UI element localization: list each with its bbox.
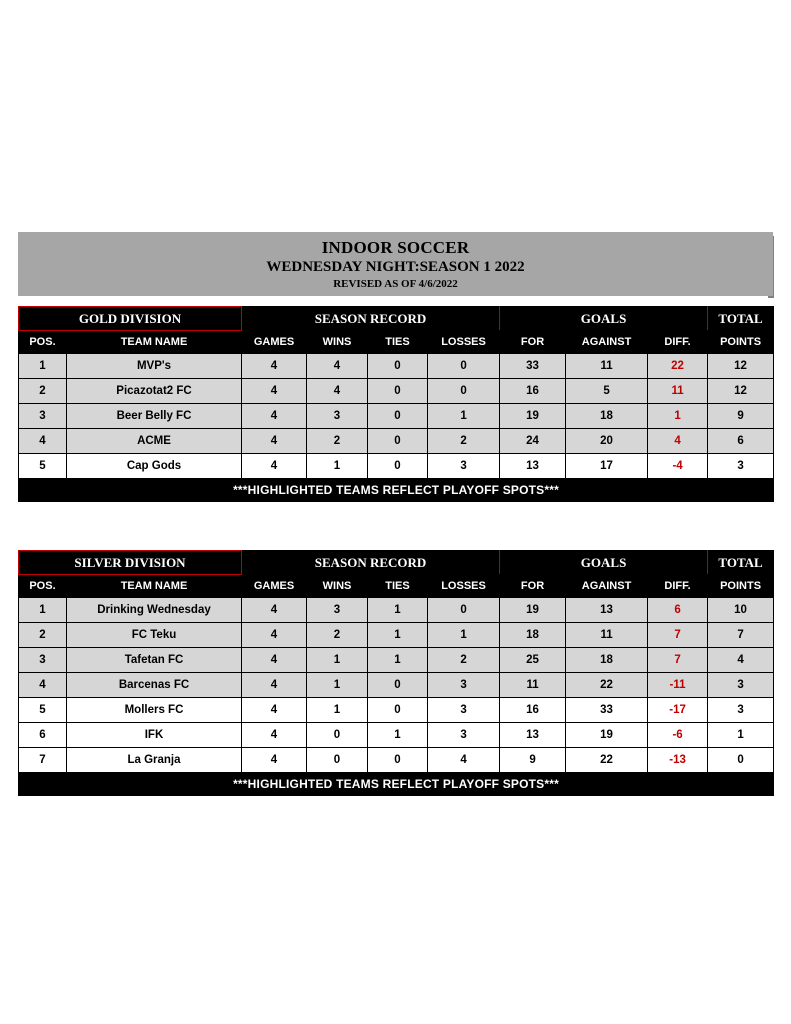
col-wins: WINS	[307, 575, 368, 598]
col-losses: LOSSES	[428, 575, 500, 598]
table-row	[19, 698, 774, 723]
cell-wins: 0	[307, 748, 368, 773]
cell-losses: 3	[428, 723, 500, 748]
col-games: GAMES	[242, 575, 307, 598]
cell-diff: 4	[648, 429, 708, 454]
cell-ties: 0	[368, 698, 428, 723]
cell-points: 7	[708, 623, 774, 648]
cell-pos: 3	[19, 404, 67, 429]
cell-games: 4	[242, 723, 307, 748]
cell-pos: 1	[19, 354, 67, 379]
cell-losses: 3	[428, 454, 500, 479]
cell-losses: 1	[428, 623, 500, 648]
cell-team: FC Teku	[67, 623, 242, 648]
cell-losses: 2	[428, 648, 500, 673]
cell-diff: 7	[648, 648, 708, 673]
cell-diff: 6	[648, 598, 708, 623]
cell-for: 11	[500, 673, 566, 698]
col-wins: WINS	[307, 331, 368, 354]
col-for: FOR	[500, 331, 566, 354]
cell-wins: 1	[307, 698, 368, 723]
table-row	[19, 648, 774, 673]
cell-against: 17	[566, 454, 648, 479]
playoff-note: ***HIGHLIGHTED TEAMS REFLECT PLAYOFF SPOTS***	[19, 479, 774, 502]
cell-points: 12	[708, 354, 774, 379]
cell-for: 19	[500, 598, 566, 623]
cell-wins: 1	[307, 454, 368, 479]
col-team: TEAM NAME	[67, 575, 242, 598]
cell-against: 13	[566, 598, 648, 623]
table-row	[19, 673, 774, 698]
gold-playoff-note-row	[19, 479, 774, 502]
cell-ties: 1	[368, 623, 428, 648]
cell-games: 4	[242, 698, 307, 723]
cell-pos: 2	[19, 623, 67, 648]
cell-games: 4	[242, 623, 307, 648]
table-row	[19, 354, 774, 379]
silver-division-label: SILVER DIVISION	[19, 551, 242, 575]
table-row	[19, 623, 774, 648]
gold-season-record-group: SEASON RECORD	[242, 307, 500, 331]
col-against: AGAINST	[566, 575, 648, 598]
cell-team: MVP's	[67, 354, 242, 379]
cell-ties: 0	[368, 354, 428, 379]
cell-wins: 0	[307, 723, 368, 748]
cell-for: 16	[500, 698, 566, 723]
col-against: AGAINST	[566, 331, 648, 354]
cell-pos: 4	[19, 429, 67, 454]
cell-losses: 0	[428, 379, 500, 404]
cell-pos: 3	[19, 648, 67, 673]
cell-for: 16	[500, 379, 566, 404]
col-ties: TIES	[368, 331, 428, 354]
cell-diff: -17	[648, 698, 708, 723]
cell-games: 4	[242, 429, 307, 454]
cell-ties: 0	[368, 379, 428, 404]
cell-for: 19	[500, 404, 566, 429]
cell-games: 4	[242, 404, 307, 429]
playoff-note: ***HIGHLIGHTED TEAMS REFLECT PLAYOFF SPOTS***	[19, 773, 774, 796]
gold-goals-group: GOALS	[500, 307, 708, 331]
cell-points: 3	[708, 698, 774, 723]
cell-for: 13	[500, 723, 566, 748]
cell-games: 4	[242, 454, 307, 479]
cell-for: 33	[500, 354, 566, 379]
silver-column-header-row	[19, 575, 774, 598]
col-points: POINTS	[708, 575, 774, 598]
cell-team: ACME	[67, 429, 242, 454]
cell-games: 4	[242, 379, 307, 404]
cell-ties: 1	[368, 648, 428, 673]
table-row	[19, 598, 774, 623]
cell-diff: -13	[648, 748, 708, 773]
cell-against: 22	[566, 673, 648, 698]
cell-against: 19	[566, 723, 648, 748]
page-title: INDOOR SOCCER	[321, 238, 470, 257]
cell-pos: 4	[19, 673, 67, 698]
cell-team: Picazotat2 FC	[67, 379, 242, 404]
cell-games: 4	[242, 673, 307, 698]
col-diff: DIFF.	[648, 575, 708, 598]
cell-wins: 4	[307, 379, 368, 404]
cell-ties: 1	[368, 723, 428, 748]
col-games: GAMES	[242, 331, 307, 354]
cell-wins: 3	[307, 598, 368, 623]
cell-diff: -6	[648, 723, 708, 748]
cell-diff: 22	[648, 354, 708, 379]
col-ties: TIES	[368, 575, 428, 598]
cell-diff: 7	[648, 623, 708, 648]
cell-team: Beer Belly FC	[67, 404, 242, 429]
cell-wins: 1	[307, 673, 368, 698]
cell-diff: 1	[648, 404, 708, 429]
table-row	[19, 404, 774, 429]
cell-pos: 6	[19, 723, 67, 748]
table-row	[19, 723, 774, 748]
cell-diff: -11	[648, 673, 708, 698]
col-diff: DIFF.	[648, 331, 708, 354]
cell-for: 9	[500, 748, 566, 773]
cell-against: 11	[566, 623, 648, 648]
cell-against: 18	[566, 648, 648, 673]
table-row	[19, 454, 774, 479]
cell-points: 0	[708, 748, 774, 773]
cell-points: 3	[708, 673, 774, 698]
table-row	[19, 429, 774, 454]
cell-ties: 0	[368, 454, 428, 479]
table-row	[19, 748, 774, 773]
cell-points: 3	[708, 454, 774, 479]
cell-points: 9	[708, 404, 774, 429]
cell-team: Mollers FC	[67, 698, 242, 723]
cell-wins: 3	[307, 404, 368, 429]
gold-division-table	[18, 306, 774, 502]
cell-ties: 0	[368, 673, 428, 698]
cell-against: 11	[566, 354, 648, 379]
gold-division-label: GOLD DIVISION	[19, 307, 242, 331]
cell-points: 12	[708, 379, 774, 404]
silver-total-group: TOTAL	[708, 551, 774, 575]
cell-wins: 1	[307, 648, 368, 673]
cell-for: 25	[500, 648, 566, 673]
cell-games: 4	[242, 354, 307, 379]
col-points: POINTS	[708, 331, 774, 354]
cell-pos: 1	[19, 598, 67, 623]
cell-losses: 0	[428, 354, 500, 379]
silver-season-record-group: SEASON RECORD	[242, 551, 500, 575]
page-subtitle: WEDNESDAY NIGHT:SEASON 1 2022	[266, 259, 525, 275]
cell-against: 33	[566, 698, 648, 723]
cell-points: 10	[708, 598, 774, 623]
cell-games: 4	[242, 598, 307, 623]
cell-ties: 0	[368, 748, 428, 773]
cell-pos: 7	[19, 748, 67, 773]
cell-losses: 2	[428, 429, 500, 454]
cell-team: La Granja	[67, 748, 242, 773]
cell-diff: 11	[648, 379, 708, 404]
cell-games: 4	[242, 748, 307, 773]
cell-against: 18	[566, 404, 648, 429]
cell-team: Barcenas FC	[67, 673, 242, 698]
cell-losses: 4	[428, 748, 500, 773]
cell-team: Tafetan FC	[67, 648, 242, 673]
cell-wins: 2	[307, 623, 368, 648]
gold-total-group: TOTAL	[708, 307, 774, 331]
cell-for: 13	[500, 454, 566, 479]
cell-pos: 2	[19, 379, 67, 404]
document-header	[18, 232, 773, 296]
col-team: TEAM NAME	[67, 331, 242, 354]
silver-goals-group: GOALS	[500, 551, 708, 575]
cell-ties: 0	[368, 404, 428, 429]
cell-losses: 3	[428, 673, 500, 698]
gold-column-header-row	[19, 331, 774, 354]
cell-team: IFK	[67, 723, 242, 748]
cell-points: 4	[708, 648, 774, 673]
silver-division-table	[18, 550, 774, 796]
cell-losses: 1	[428, 404, 500, 429]
table-row	[19, 379, 774, 404]
col-pos: POS.	[19, 331, 67, 354]
col-pos: POS.	[19, 575, 67, 598]
cell-pos: 5	[19, 698, 67, 723]
cell-points: 1	[708, 723, 774, 748]
gold-group-header-row	[19, 307, 774, 331]
cell-wins: 4	[307, 354, 368, 379]
cell-ties: 1	[368, 598, 428, 623]
cell-games: 4	[242, 648, 307, 673]
col-losses: LOSSES	[428, 331, 500, 354]
cell-for: 18	[500, 623, 566, 648]
cell-pos: 5	[19, 454, 67, 479]
cell-against: 20	[566, 429, 648, 454]
cell-ties: 0	[368, 429, 428, 454]
cell-diff: -4	[648, 454, 708, 479]
cell-points: 6	[708, 429, 774, 454]
cell-against: 5	[566, 379, 648, 404]
silver-group-header-row	[19, 551, 774, 575]
cell-for: 24	[500, 429, 566, 454]
cell-wins: 2	[307, 429, 368, 454]
revision-date: REVISED AS OF 4/6/2022	[333, 278, 458, 290]
cell-team: Cap Gods	[67, 454, 242, 479]
col-for: FOR	[500, 575, 566, 598]
cell-losses: 0	[428, 598, 500, 623]
cell-losses: 3	[428, 698, 500, 723]
silver-playoff-note-row	[19, 773, 774, 796]
cell-against: 22	[566, 748, 648, 773]
cell-team: Drinking Wednesday	[67, 598, 242, 623]
